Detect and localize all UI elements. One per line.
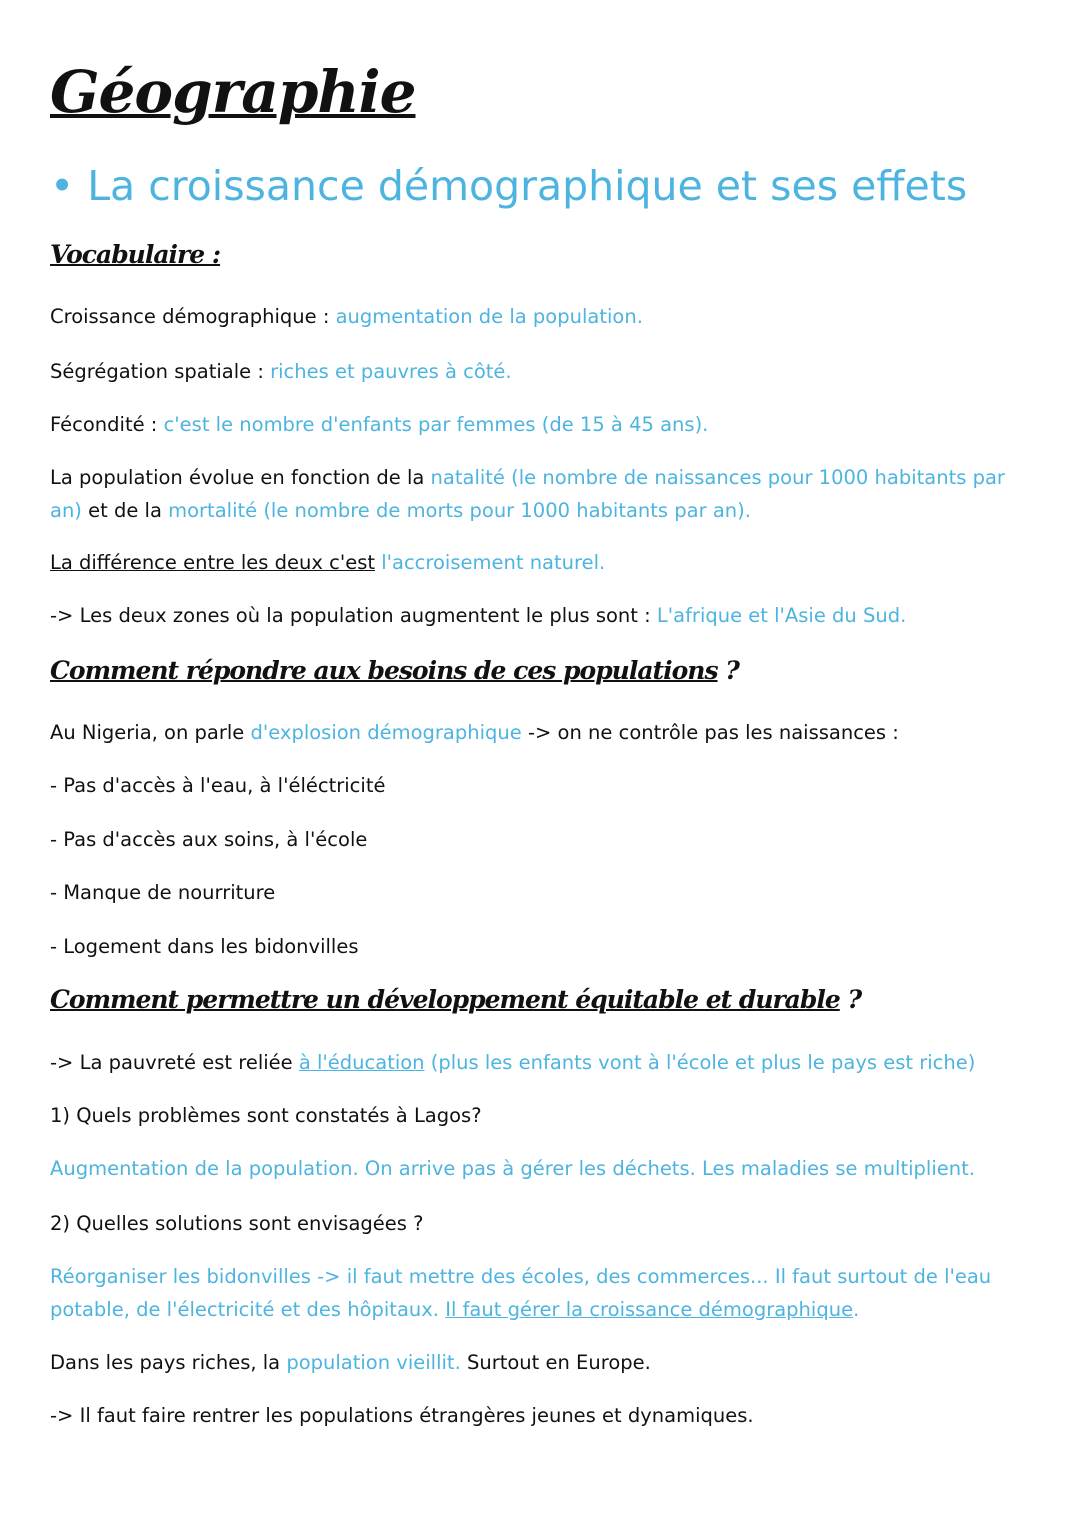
question-mark: ? xyxy=(839,985,862,1014)
text: Au Nigeria, on parle xyxy=(50,721,251,744)
vocab-heading-text: Vocabulaire : xyxy=(50,240,221,269)
underlined-text: Il faut gérer la croissance démographique xyxy=(445,1298,854,1321)
text: et de la xyxy=(81,499,169,522)
answer-2 xyxy=(50,1260,1010,1326)
mortalite-def: mortalité (le nombre de morts pour 1000 habitants par an). xyxy=(168,499,751,522)
highlight: population vieillit. xyxy=(286,1351,461,1374)
text: . xyxy=(853,1298,860,1321)
vocab-item xyxy=(50,355,1040,388)
list-item: - Manque de nourriture xyxy=(50,881,276,904)
text: (plus les enfants vont à l'école et plus le pays est riche) xyxy=(424,1051,976,1074)
text: La différence entre les deux c'est xyxy=(50,551,376,574)
answer: L'afrique et l'Asie du Sud. xyxy=(656,604,907,627)
heading-text: Comment répondre aux besoins de ces populations xyxy=(50,656,718,685)
heading-text: Comment permettre un développement équitable et durable xyxy=(50,985,840,1014)
page-title: Géographie xyxy=(50,58,416,126)
vocab-item xyxy=(50,408,1040,441)
answer: l'accroisement naturel. xyxy=(375,551,606,574)
text: Réorganiser les bidonvilles -> il faut mettre des écoles, des commerces... Il faut surtout de l'eau potable, de l'électricité et des hôpitaux. xyxy=(50,1265,992,1321)
vocab-term: Ségrégation spatiale : xyxy=(50,360,271,383)
vocab-item xyxy=(50,300,1040,333)
text: -> La pauvreté est reliée xyxy=(50,1051,299,1074)
text: -> Les deux zones où la population augmentent le plus sont : xyxy=(50,604,657,627)
question-1: 1) Quels problèmes sont constatés à Lagos? xyxy=(50,1104,482,1127)
vocab-heading xyxy=(50,240,220,269)
vocab-term: Fécondité : xyxy=(50,413,164,436)
question-2: 2) Quelles solutions sont envisagées ? xyxy=(50,1212,424,1235)
vocab-definition: c'est le nombre d'enfants par femmes (de 15 à 45 ans). xyxy=(163,413,709,436)
vocab-term: Croissance démographique : xyxy=(50,305,336,328)
conclusion: -> Il faut faire rentrer les populations étrangères jeunes et dynamiques. xyxy=(50,1404,754,1427)
nigeria-paragraph xyxy=(50,716,1040,749)
text: Surtout en Europe. xyxy=(460,1351,651,1374)
education-link: à l'éducation xyxy=(298,1051,425,1074)
text: -> on ne contrôle pas les naissances : xyxy=(521,721,899,744)
pauvrete-paragraph xyxy=(50,1046,1040,1079)
vocab-definition: augmentation de la population. xyxy=(335,305,643,328)
list-item: - Pas d'accès à l'eau, à l'éléctricité xyxy=(50,774,386,797)
heading-besoins xyxy=(50,656,739,685)
heading-developpement xyxy=(50,985,861,1014)
question-mark: ? xyxy=(717,656,739,685)
highlight: d'explosion démographique xyxy=(250,721,522,744)
section-subtitle: • La croissance démographique et ses effets xyxy=(50,162,968,210)
difference-paragraph xyxy=(50,546,1040,579)
text: Dans les pays riches, la xyxy=(50,1351,287,1374)
riches-paragraph xyxy=(50,1346,1040,1379)
vocab-definition: riches et pauvres à côté. xyxy=(270,360,512,383)
list-item: - Pas d'accès aux soins, à l'école xyxy=(50,828,368,851)
text: La population évolue en fonction de la xyxy=(50,466,431,489)
natalite-def: natalité (le nombre de naissances pour 1000 habitants par an) xyxy=(50,466,1005,522)
answer-1: Augmentation de la population. On arrive pas à gérer les déchets. Les maladies se multiplient. xyxy=(50,1157,975,1180)
zones-paragraph xyxy=(50,599,1040,632)
list-item: - Logement dans les bidonvilles xyxy=(50,935,359,958)
population-paragraph xyxy=(50,461,1040,527)
